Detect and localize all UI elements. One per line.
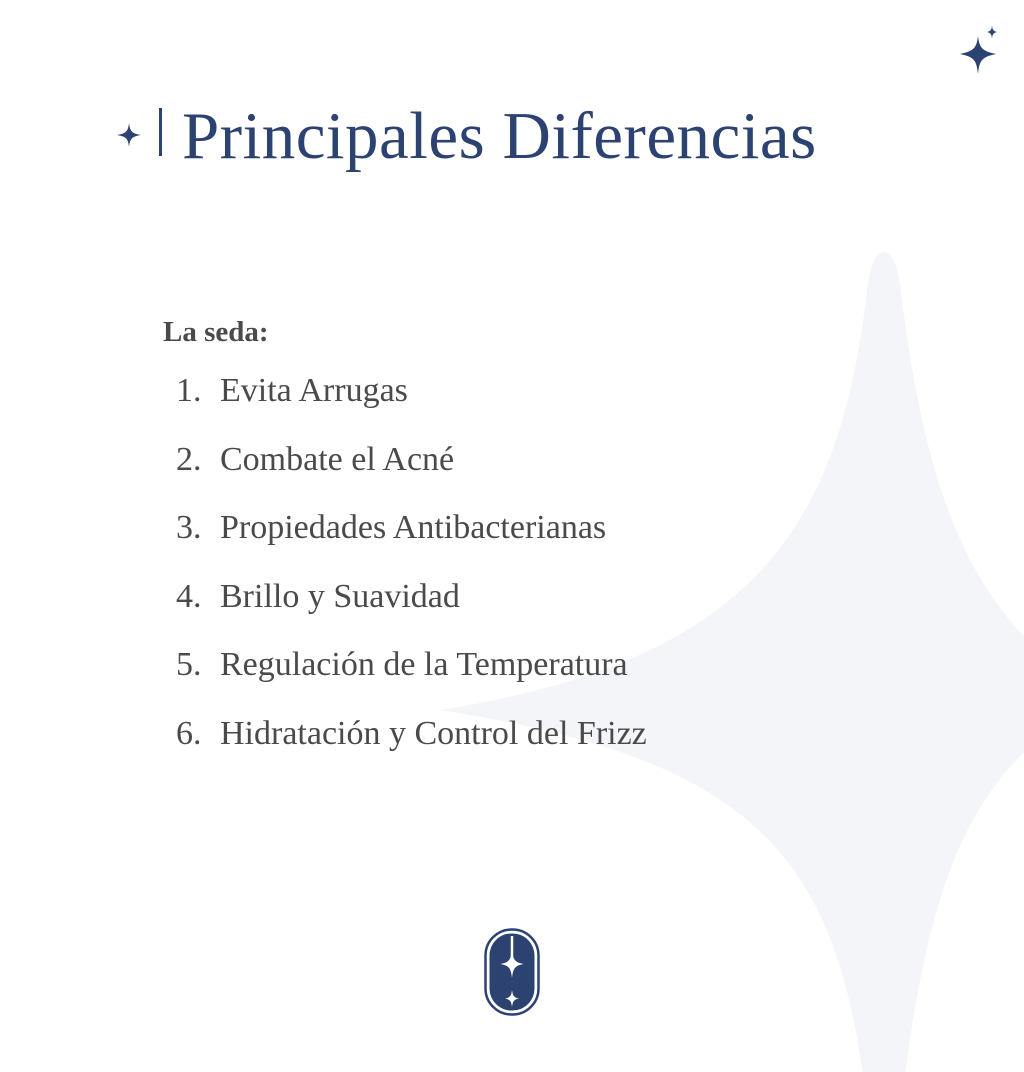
list-item-text: Brillo y Suavidad [220,577,460,615]
list-item-text: Regulación de la Temperatura [220,646,628,684]
brand-logo [484,928,540,1016]
differences-list [176,372,647,784]
sparkles-icon [950,22,1010,82]
list-item-text: Hidratación y Control del Frizz [220,714,647,752]
title-divider [159,108,162,156]
list-item-text: Propiedades Antibacterianas [220,509,607,547]
section-subtitle: La seda: [163,316,269,348]
list-item-number: 6. [176,714,202,752]
page-title: Principales Diferencias [182,99,817,173]
list-item-number: 2. [176,440,202,478]
list-item-number: 4. [176,577,202,615]
sparkle-icon [116,122,142,148]
list-item [176,441,647,510]
list-item [176,509,647,578]
list-item [176,372,647,441]
list-item-text: Evita Arrugas [220,372,408,409]
list-item [176,715,647,784]
list-item-text: Combate el Acné [220,440,455,478]
list-item [176,646,647,715]
list-item-number: 1. [176,372,202,409]
list-item [176,578,647,647]
list-item-number: 5. [176,646,202,684]
header [116,96,936,176]
list-item-number: 3. [176,509,202,547]
